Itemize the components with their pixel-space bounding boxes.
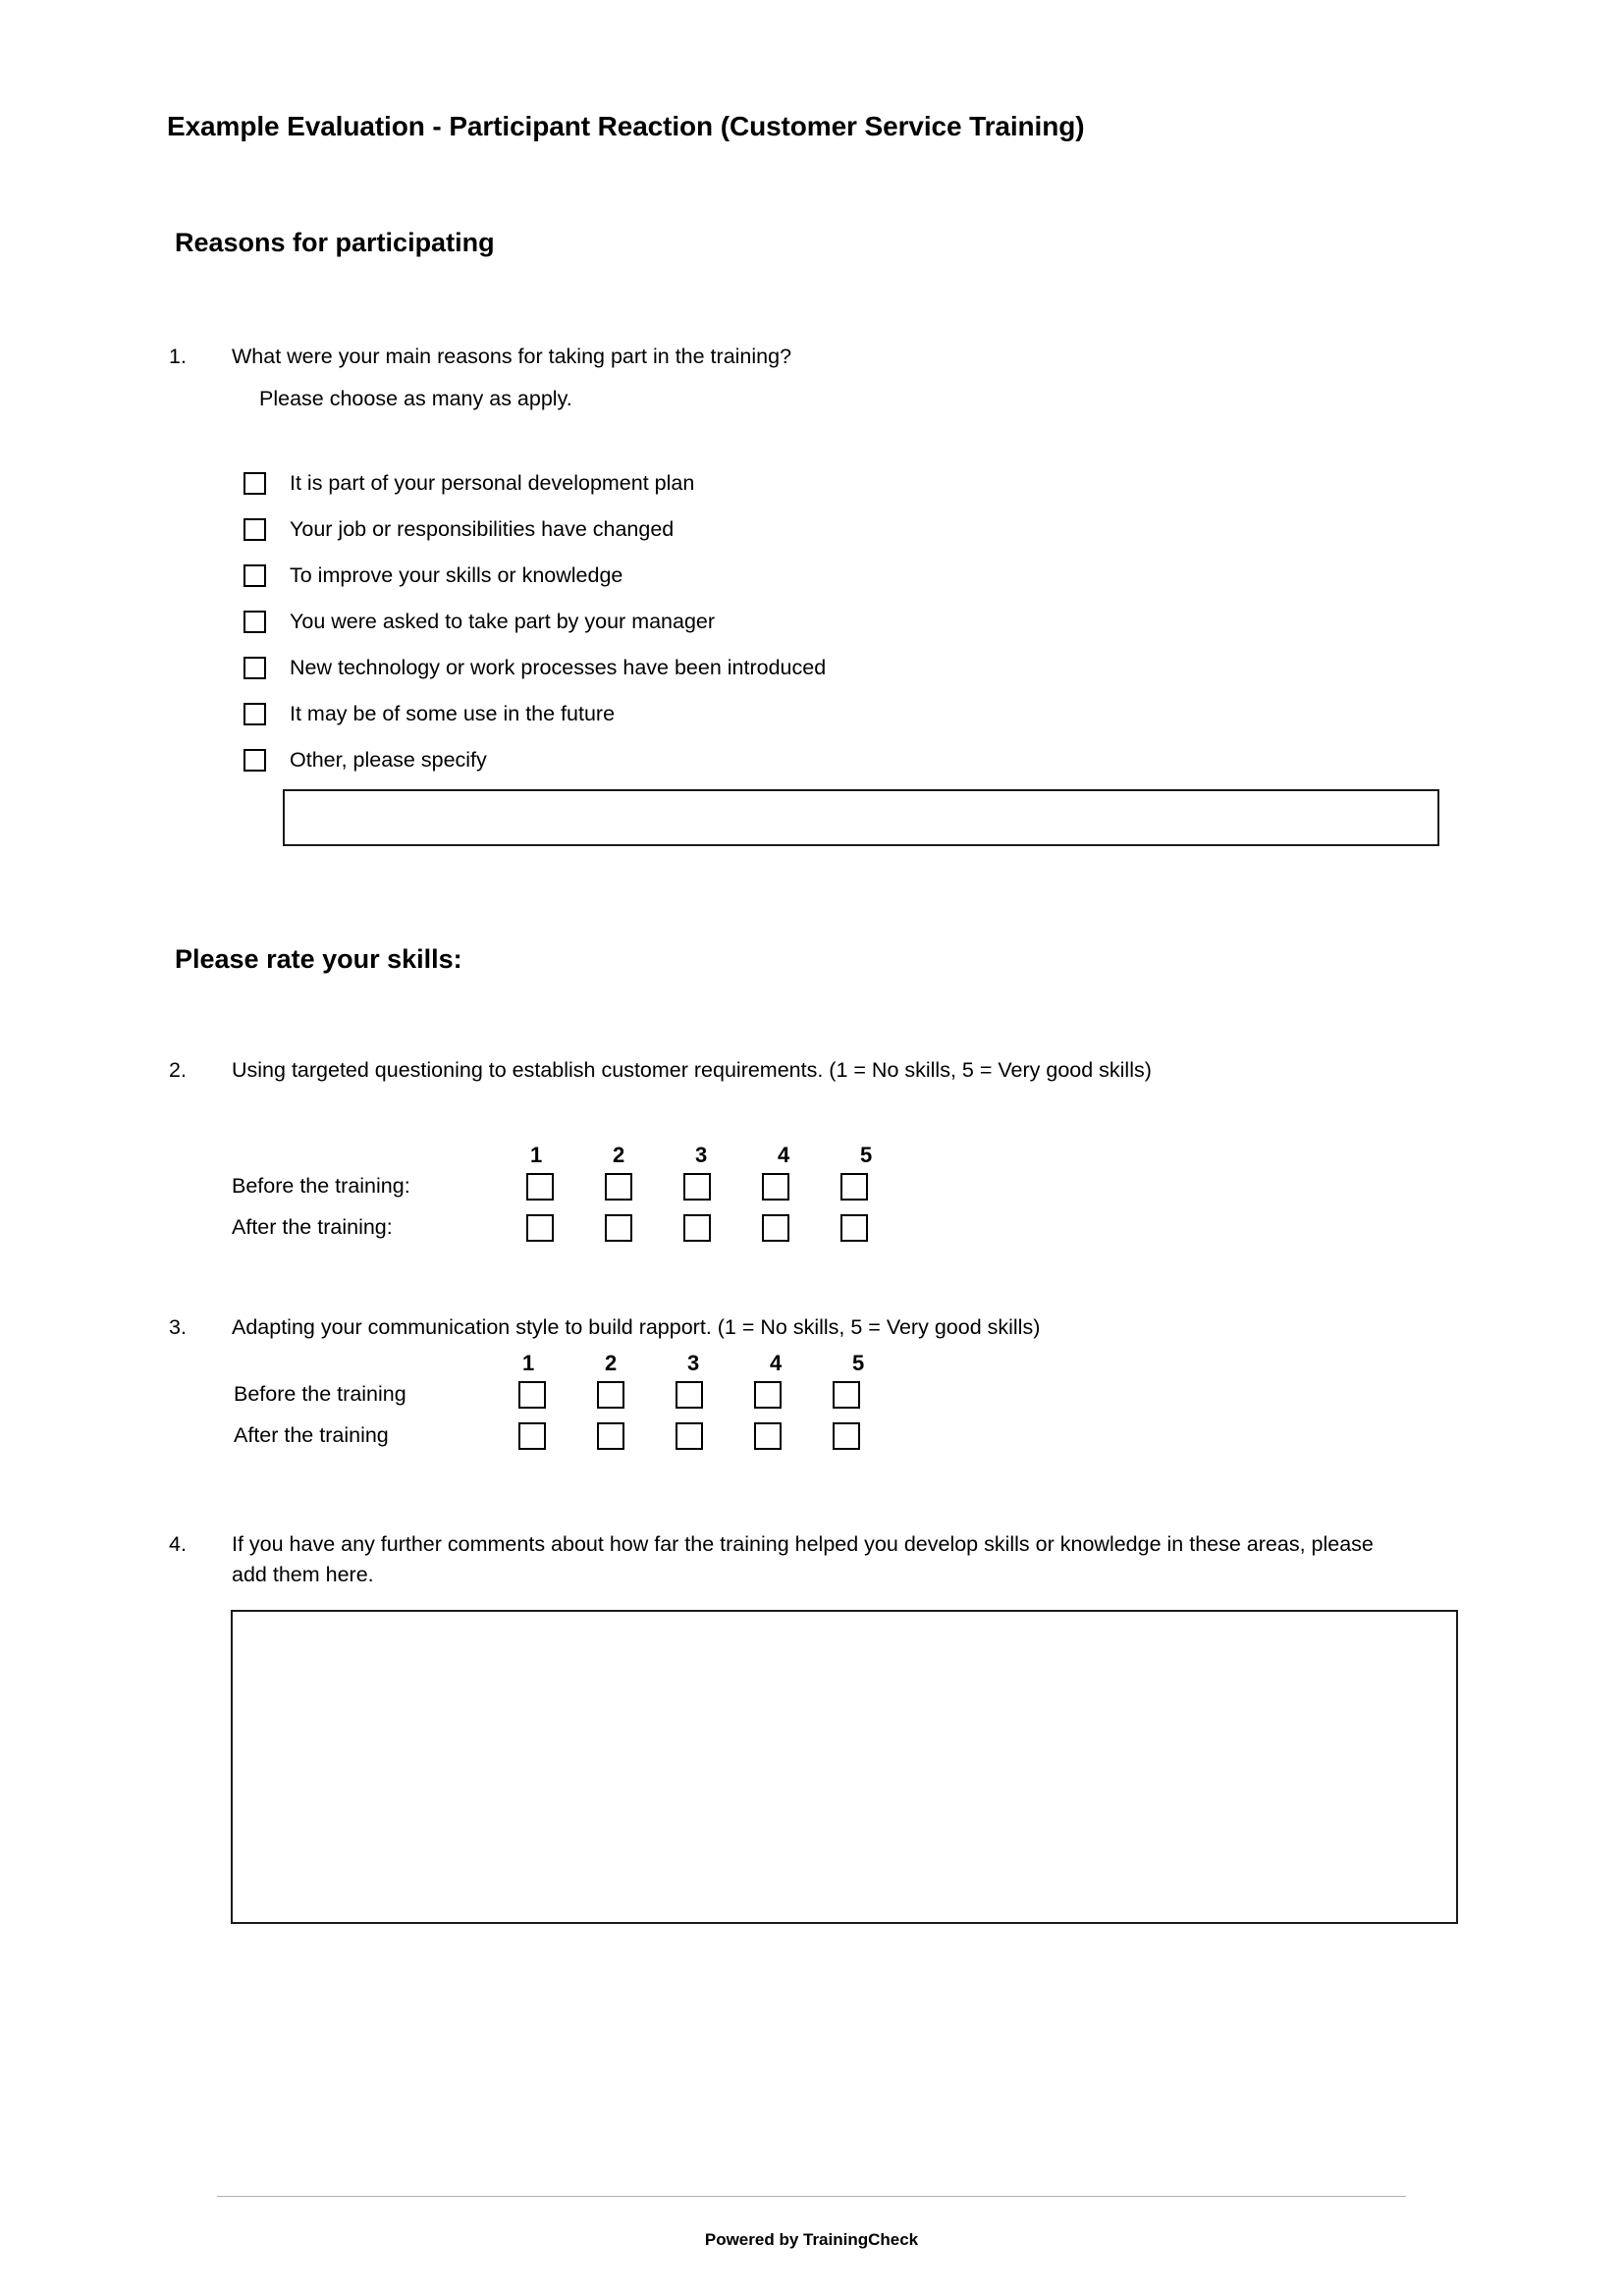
question-2-number: 2. — [169, 1058, 187, 1082]
rating-row-label: After the training: — [232, 1215, 393, 1240]
rating-scale-cell — [774, 1145, 856, 1166]
option-row-other-please-specify[interactable] — [243, 745, 826, 775]
option-label: Other, please specify — [290, 747, 487, 772]
checkbox-icon[interactable] — [243, 657, 266, 679]
rating-cell[interactable] — [597, 1381, 676, 1409]
rating-scale-header — [232, 1139, 939, 1166]
option-label: New technology or work processes have been introduced — [290, 655, 827, 679]
checkbox-icon[interactable] — [754, 1422, 782, 1450]
rating-cell[interactable] — [676, 1381, 754, 1409]
scale-number: 4 — [770, 1351, 783, 1375]
question-1-text: What were your main reasons for taking part in the training? — [232, 345, 792, 368]
checkbox-icon[interactable] — [597, 1381, 624, 1409]
question-1 — [169, 342, 1269, 414]
rating-row-label: After the training — [234, 1423, 389, 1448]
rating-scale-cell — [518, 1353, 601, 1374]
footer-credit: Powered by TrainingCheck — [704, 2230, 919, 2249]
question-4-number: 4. — [169, 1532, 187, 1556]
option-label: It is part of your personal development plan — [290, 470, 695, 495]
rating-scale-header — [234, 1347, 931, 1374]
question-3-rating-grid — [234, 1347, 931, 1457]
scale-number: 2 — [613, 1143, 625, 1167]
option-row-improve-skills-knowledge[interactable] — [243, 561, 826, 591]
rating-cell[interactable] — [597, 1422, 676, 1450]
scale-number: 1 — [522, 1351, 535, 1375]
option-row-asked-by-manager[interactable] — [243, 607, 826, 637]
rating-cell[interactable] — [518, 1381, 597, 1409]
checkbox-icon[interactable] — [754, 1381, 782, 1409]
question-2 — [169, 1055, 1327, 1086]
other-specify-input[interactable] — [283, 789, 1439, 846]
rating-row-after-training — [234, 1415, 931, 1457]
question-3-number: 3. — [169, 1315, 187, 1339]
rating-row-before-training — [232, 1166, 939, 1207]
rating-scale-cell — [609, 1145, 691, 1166]
question-1-number: 1. — [169, 345, 187, 368]
option-label: Your job or responsibilities have changed — [290, 516, 675, 541]
checkbox-icon[interactable] — [676, 1381, 703, 1409]
checkbox-icon[interactable] — [243, 703, 266, 725]
checkbox-icon[interactable] — [518, 1381, 546, 1409]
rating-row-after-training — [232, 1207, 939, 1249]
page-title: Example Evaluation - Participant Reaction (Customer Service Training) — [167, 111, 1085, 141]
question-3 — [169, 1312, 1377, 1343]
option-label: It may be of some use in the future — [290, 701, 616, 725]
checkbox-icon[interactable] — [243, 472, 266, 495]
checkbox-icon[interactable] — [833, 1381, 860, 1409]
rating-cell[interactable] — [833, 1422, 911, 1450]
rating-row-label: Before the training: — [232, 1174, 410, 1199]
rating-scale-cell — [856, 1145, 939, 1166]
checkbox-icon[interactable] — [243, 518, 266, 541]
rating-cell[interactable] — [833, 1381, 911, 1409]
question-4 — [169, 1529, 1377, 1590]
checkbox-icon[interactable] — [683, 1173, 711, 1201]
rating-cell[interactable] — [605, 1173, 683, 1201]
checkbox-icon[interactable] — [676, 1422, 703, 1450]
checkbox-icon[interactable] — [605, 1173, 632, 1201]
checkbox-icon[interactable] — [762, 1173, 789, 1201]
rating-cell[interactable] — [840, 1214, 919, 1242]
rating-row-before-training — [234, 1374, 931, 1415]
checkbox-icon[interactable] — [518, 1422, 546, 1450]
question-2-rating-grid — [232, 1139, 939, 1249]
rating-scale-cell — [848, 1353, 931, 1374]
question-3-text: Adapting your communication style to build rapport. (1 = No skills, 5 = Very good skills) — [232, 1315, 1041, 1339]
rating-cell[interactable] — [605, 1214, 683, 1242]
rating-cell[interactable] — [526, 1173, 605, 1201]
scale-number: 3 — [695, 1143, 708, 1167]
rating-scale-cell — [683, 1353, 766, 1374]
rating-cell[interactable] — [683, 1214, 762, 1242]
option-label: To improve your skills or knowledge — [290, 562, 623, 587]
option-label: You were asked to take part by your manager — [290, 609, 716, 633]
checkbox-icon[interactable] — [683, 1214, 711, 1242]
rating-cell[interactable] — [683, 1173, 762, 1201]
rating-cell[interactable] — [676, 1422, 754, 1450]
rating-cell[interactable] — [762, 1173, 840, 1201]
rating-scale-cell — [526, 1145, 609, 1166]
question-1-option-list — [243, 468, 826, 775]
section-heading-reasons: Reasons for participating — [175, 228, 495, 257]
option-row-new-technology-processes[interactable] — [243, 653, 826, 683]
rating-cell[interactable] — [754, 1422, 833, 1450]
footer-divider — [217, 2196, 1406, 2197]
scale-number: 1 — [530, 1143, 543, 1167]
scale-number: 2 — [605, 1351, 618, 1375]
checkbox-icon[interactable] — [243, 564, 266, 587]
rating-cell[interactable] — [518, 1422, 597, 1450]
rating-cell[interactable] — [762, 1214, 840, 1242]
checkbox-icon[interactable] — [840, 1173, 868, 1201]
rating-cell[interactable] — [526, 1214, 605, 1242]
checkbox-icon[interactable] — [243, 749, 266, 772]
scale-number: 4 — [778, 1143, 790, 1167]
comments-textarea[interactable] — [231, 1610, 1458, 1924]
question-2-text: Using targeted questioning to establish customer requirements. (1 = No skills, 5 = Very good skills) — [232, 1058, 1152, 1082]
rating-cell[interactable] — [754, 1381, 833, 1409]
rating-scale-cell — [691, 1145, 774, 1166]
scale-number: 5 — [852, 1351, 865, 1375]
section-heading-rate-skills: Please rate your skills: — [175, 944, 462, 974]
rating-scale-cell — [601, 1353, 683, 1374]
rating-cell[interactable] — [840, 1173, 919, 1201]
option-row-personal-development-plan[interactable] — [243, 468, 826, 499]
rating-row-label: Before the training — [234, 1382, 406, 1407]
option-row-use-in-future[interactable] — [243, 699, 826, 729]
checkbox-icon[interactable] — [605, 1214, 632, 1242]
question-4-text: If you have any further comments about how far the training helped you develop skills or knowledge in these areas, please add them here. — [232, 1532, 1374, 1586]
scale-number: 5 — [860, 1143, 873, 1167]
checkbox-icon[interactable] — [762, 1214, 789, 1242]
checkbox-icon[interactable] — [597, 1422, 624, 1450]
option-row-job-responsibilities-changed[interactable] — [243, 514, 826, 545]
checkbox-icon[interactable] — [243, 611, 266, 633]
question-1-subtext: Please choose as many as apply. — [259, 387, 572, 410]
rating-scale-cell — [766, 1353, 848, 1374]
scale-number: 3 — [687, 1351, 700, 1375]
checkbox-icon[interactable] — [526, 1214, 554, 1242]
checkbox-icon[interactable] — [526, 1173, 554, 1201]
checkbox-icon[interactable] — [833, 1422, 860, 1450]
checkbox-icon[interactable] — [840, 1214, 868, 1242]
